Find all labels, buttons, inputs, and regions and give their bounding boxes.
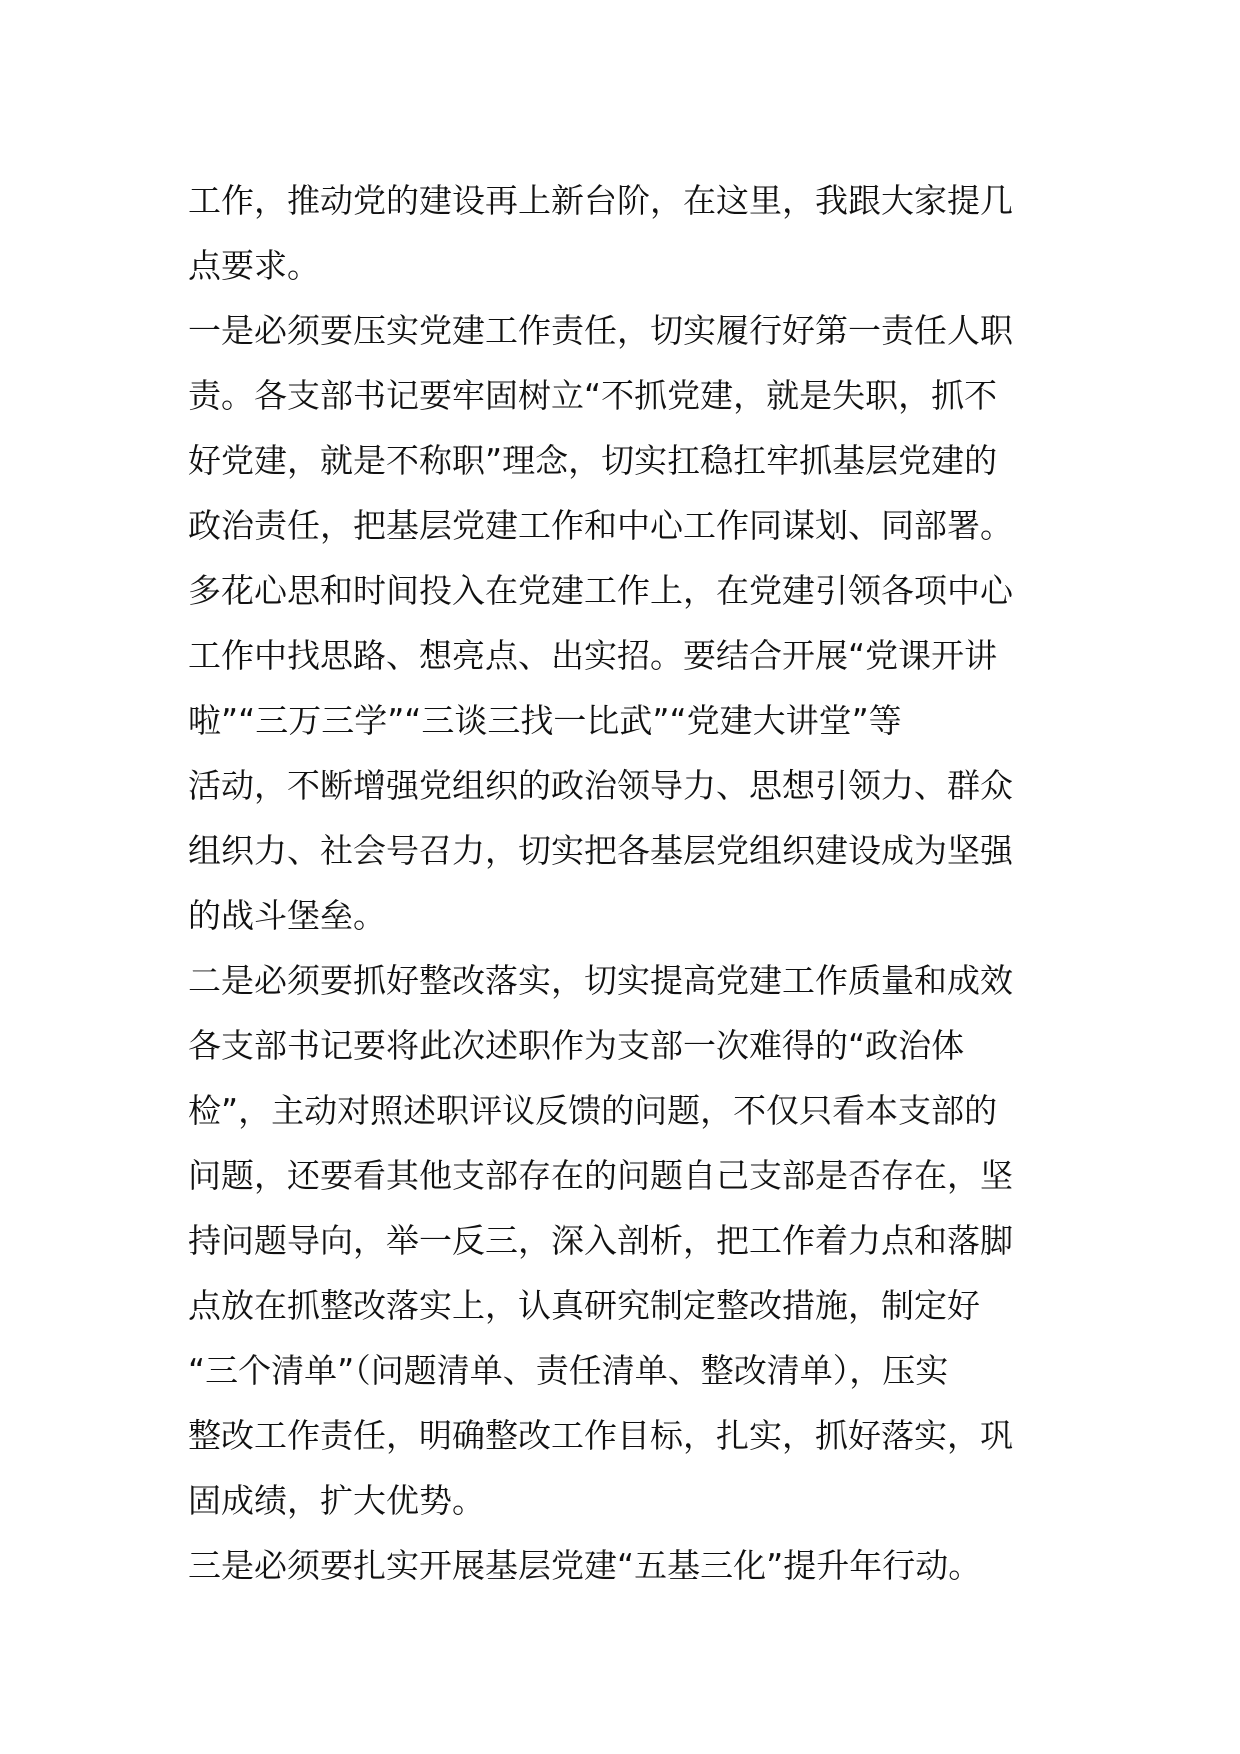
text-line: 责。各支部书记要牢固树立“不抓党建，就是失职，抓不 (188, 376, 998, 415)
text-line: 多花心思和时间投入在党建工作上，在党建引领各项中心 (188, 571, 1013, 610)
text-line: 政治责任，把基层党建工作和中心工作同谋划、同部署。 (188, 506, 1013, 545)
text-line: 二是必须要抓好整改落实，切实提高党建工作质量和成效 (188, 961, 1013, 1000)
document-body (188, 168, 1068, 1598)
text-line: 点放在抓整改落实上，认真研究制定整改措施，制定好 (188, 1286, 980, 1325)
text-line: 工作，推动党的建设再上新台阶，在这里，我跟大家提几 (188, 181, 1013, 220)
text-line: 点要求。 (188, 246, 320, 285)
text-line: 整改工作责任，明确整改工作目标，扎实，抓好落实，巩 (188, 1416, 1013, 1455)
text-line: 检”，主动对照述职评议反馈的问题，不仅只看本支部的 (188, 1091, 998, 1130)
text-line: “三个清单”（问题清单、责任清单、整改清单），压实 (188, 1351, 949, 1390)
text-line: 三是必须要扎实开展基层党建“五基三化”提升年行动。 (188, 1546, 982, 1585)
text-line: 活动，不断增强党组织的政治领导力、思想引领力、群众 (188, 766, 1013, 805)
text-line: 固成绩，扩大优势。 (188, 1481, 485, 1520)
text-line: 各支部书记要将此次述职作为支部一次难得的“政治体 (188, 1026, 965, 1065)
text-line: 问题，还要看其他支部存在的问题自己支部是否存在，坚 (188, 1156, 1013, 1195)
text-line: 组织力、社会号召力，切实把各基层党组织建设成为坚强 (188, 831, 1013, 870)
text-line: 持问题导向，举一反三，深入剖析，把工作着力点和落脚 (188, 1221, 1013, 1260)
text-line: 好党建，就是不称职”理念，切实扛稳扛牢抓基层党建的 (188, 441, 998, 480)
text-line: 的战斗堡垒。 (188, 896, 386, 935)
text-line: 一是必须要压实党建工作责任，切实履行好第一责任人职 (188, 311, 1013, 350)
text-line: 啦”“三万三学”“三谈三找一比武”“党建大讲堂”等 (188, 701, 902, 740)
text-line: 工作中找思路、想亮点、出实招。要结合开展“党课开讲 (188, 636, 998, 675)
